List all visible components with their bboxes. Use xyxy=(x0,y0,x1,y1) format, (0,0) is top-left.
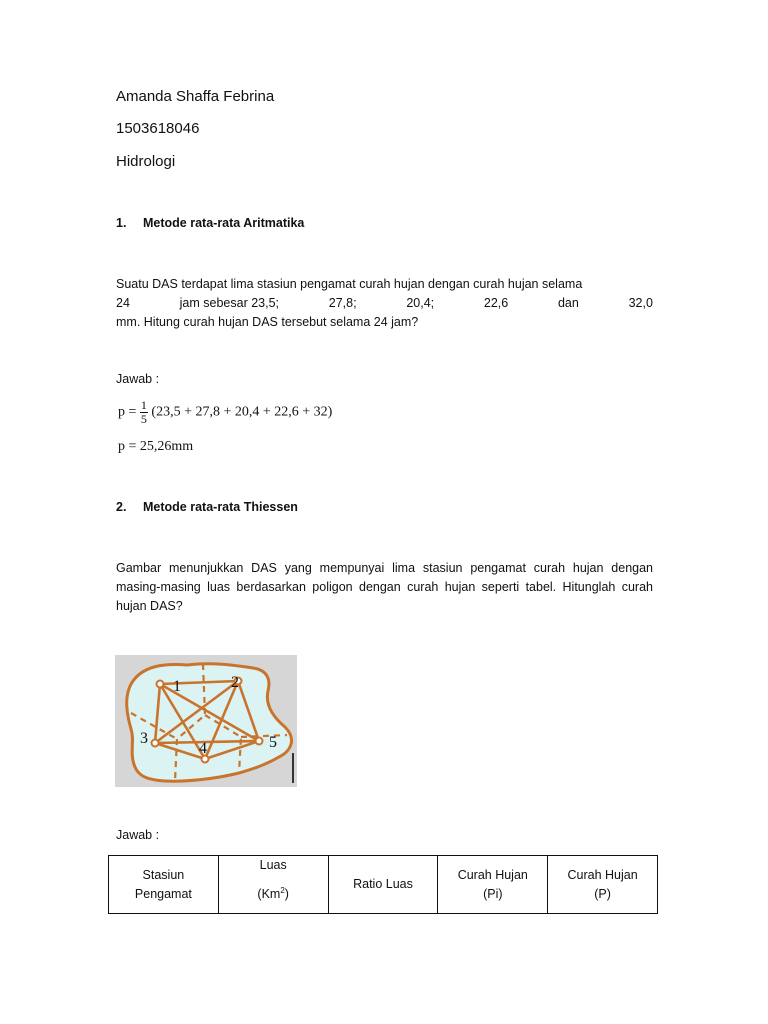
thiessen-polygon-diagram xyxy=(115,655,297,787)
section-2-title: Metode rata-rata Thiessen xyxy=(143,500,298,514)
thiessen-table xyxy=(108,855,658,914)
thiessen-figure xyxy=(115,655,297,787)
question-line-2 xyxy=(116,294,653,313)
formula-fraction xyxy=(140,399,148,426)
formula-average xyxy=(118,399,332,426)
section-1-title: Metode rata-rata Aritmatika xyxy=(143,216,305,230)
header-rainfall-pi: Curah Hujan (Pi) xyxy=(438,856,548,914)
section-2-answer-label: Jawab : xyxy=(116,828,160,842)
author-name: Amanda Shaffa Febrina xyxy=(116,88,275,105)
formula-rhs: (23,5 + 27,8 + 20,4 + 22,6 + 32) xyxy=(151,404,333,420)
header-area: Luas (Km$^2$) xyxy=(218,856,328,914)
fraction-denominator: 5 xyxy=(140,412,147,426)
student-id: 1503618046 xyxy=(116,120,200,137)
station-marker-3 xyxy=(152,740,159,747)
section-1-heading xyxy=(116,216,304,230)
question-word: 20,4; xyxy=(406,296,435,310)
header-rainfall-p: Curah Hujan (P) xyxy=(548,856,658,914)
section-1-answer-label: Jawab : xyxy=(116,372,160,386)
question-line-1: Suatu DAS terdapat lima stasiun pengamat curah hujan dengan curah hujan selama xyxy=(116,277,583,291)
question-word: 22,6 xyxy=(483,296,509,310)
table-header-row xyxy=(109,856,658,914)
question-line-3: mm. Hitung curah hujan DAS tersebut selama 24 jam? xyxy=(116,315,419,329)
section-2-number: 2. xyxy=(116,500,127,514)
section-2-heading xyxy=(116,500,298,514)
formula-lhs: p = xyxy=(118,404,137,420)
question-word: 24 xyxy=(116,296,130,310)
section-1-question xyxy=(116,275,653,332)
figure-edge-mark xyxy=(292,753,294,783)
question-word: jam sebesar 23,5; xyxy=(179,296,280,310)
fraction-numerator: 1 xyxy=(140,398,147,412)
question-word: 32,0 xyxy=(628,296,653,310)
course-title: Hidrologi xyxy=(116,153,176,170)
station-marker-1 xyxy=(157,681,164,688)
station-label-5: 5 xyxy=(269,734,277,751)
station-label-1: 1 xyxy=(173,678,181,695)
header-station: Stasiun Pengamat xyxy=(109,856,219,914)
formula-result: p = 25,26mm xyxy=(118,439,194,454)
station-label-4: 4 xyxy=(199,740,207,757)
question-word: dan xyxy=(557,296,579,310)
section-1-number: 1. xyxy=(116,216,127,230)
station-marker-5 xyxy=(256,738,263,745)
header-area-ratio: Ratio Luas xyxy=(328,856,438,914)
station-label-3: 3 xyxy=(140,730,148,747)
station-label-2: 2 xyxy=(231,674,239,691)
section-2-question: Gambar menunjukkan DAS yang mempunyai lima stasiun pengamat curah hujan dengan masing-masing luas berdasarkan poligon dengan curah hujan seperti tabel. Hitunglah curah hujan DAS? xyxy=(116,561,653,613)
question-word: 27,8; xyxy=(328,296,357,310)
